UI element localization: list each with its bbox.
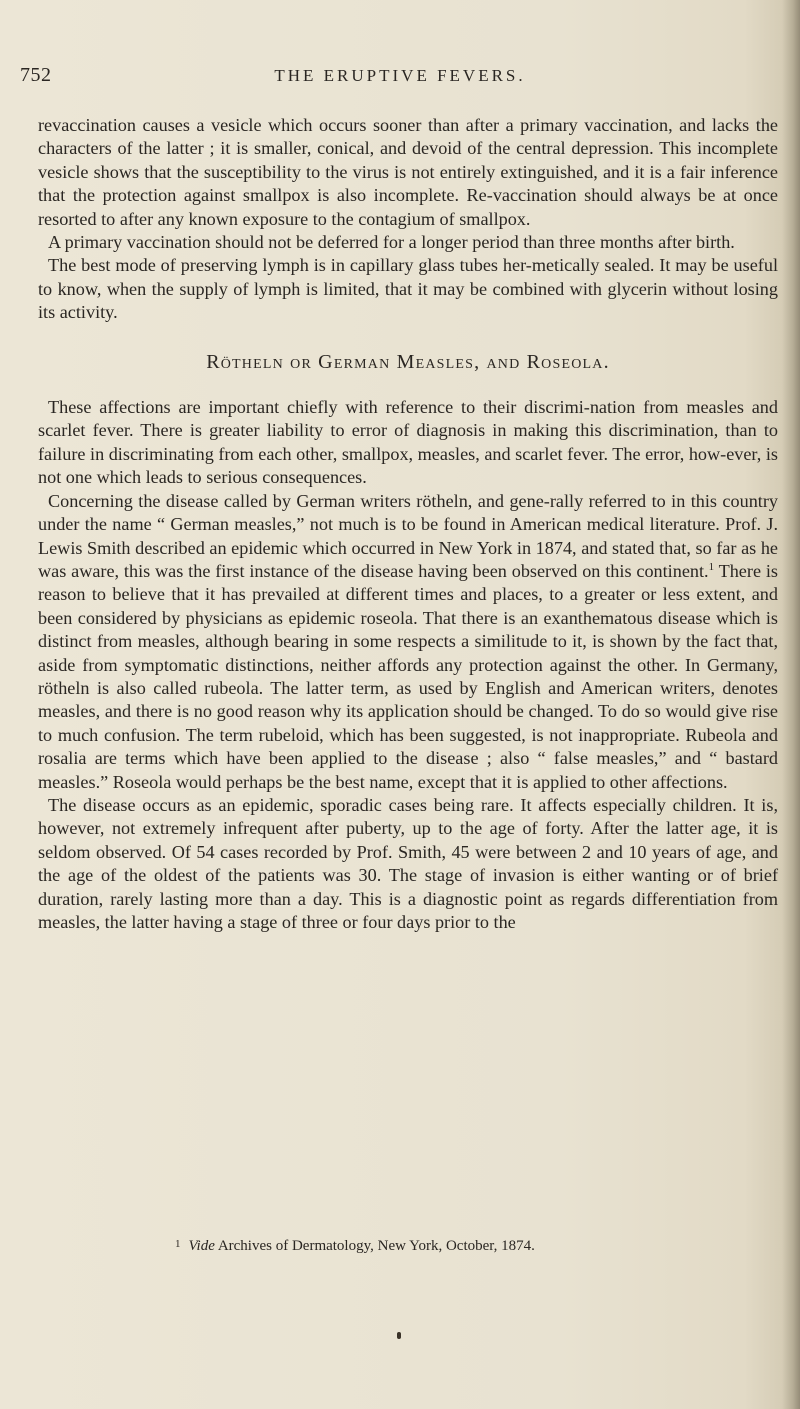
footnote [175, 1234, 775, 1256]
footnote-mark: 1 [175, 1238, 181, 1250]
body-text [38, 114, 778, 934]
page-number: 752 [20, 64, 52, 86]
running-head [0, 64, 800, 88]
footnote-reference: 1 [708, 560, 715, 573]
ink-smudge [397, 1332, 401, 1339]
paragraph-affections: These affections are important chiefly with reference to their discrimi-nation from measles and scarlet fever. There is greater liability to error of diagnosis in making this discrimination, than to failure in discriminating from each other, smallpox, measles, and scarlet fever. The error, how-ever, is not one which leads to serious consequences. [38, 397, 778, 488]
paragraph-rotheln-rest: There is reason to believe that it has prevailed at different times and places, to a greater or less extent, and been considered by physicians as epidemic roseola. That there is an exanthematous disease which is distinct from measles, although bearing in some respects a similitude to it, is shown by the fact that, aside from symptomatic distinctions, neither affords any protection against the other. In Germany, rötheln is also called rubeola. The latter term, as used by English and American writers, denotes measles, and there is no good reason why its application should be changed. To do so would give rise to much confusion. The term rubeloid, which has been suggested, is not inappropriate. Rubeola and rosalia are terms which have been applied to the disease ; also “ false measles,” and “ bastard measles.” Roseola would perhaps be the best name, except that it is applied to other affections. [38, 560, 778, 792]
running-title: THE ERUPTIVE FEVERS. [274, 66, 526, 85]
paragraph-revaccination: revaccination causes a vesicle which occurs sooner than after a primary vaccination, and lacks the characters of the latter ; it is smaller, conical, and devoid of the central depression. This incomplete vesicle shows that the susceptibility to the virus is not entirely extinguished, and it is a fair inference that the protection against smallpox is also incomplete. Re-vaccination should always be at once resorted to after any known exposure to the contagium of smallpox. [38, 115, 778, 229]
paragraph-rotheln-start: Concerning the disease called by German writers rötheln, and gene-rally referred to in this country under the name “ German measles,” not much is to be found in American medical literature. Prof. J. Lewis Smith described an epidemic which occurred in New York in 1874, and stated that, so far as he was aware, this was the first instance of the disease having been observed on this continent. [38, 490, 778, 581]
paragraph-epidemic: The disease occurs as an epidemic, sporadic cases being rare. It affects especially children. It is, however, not extremely infrequent after puberty, up to the age of forty. After the latter age, it is seldom observed. Of 54 cases recorded by Prof. Smith, 45 were between 2 and 10 years of age, and the age of the oldest of the patients was 30. The stage of invasion is either wanting or of brief duration, rarely lasting more than a day. This is a diagnostic point as regards differentiation from measles, the latter having a stage of three or four days prior to the [38, 794, 778, 932]
paragraph-rotheln [38, 490, 778, 794]
footnote-vide: Vide [188, 1238, 215, 1254]
section-heading: Rötheln or German Measles, and Roseola. [206, 350, 610, 373]
binding-shadow [782, 0, 800, 1409]
footnote-text: Archives of Dermatology, New York, October, 1874. [217, 1238, 535, 1254]
paragraph-lymph: The best mode of preserving lymph is in capillary glass tubes her-metically sealed. It may be useful to know, when the supply of lymph is limited, that it may be combined with glycerin without losing its activity. [38, 255, 778, 323]
paragraph-primary-vaccination: A primary vaccination should not be deferred for a longer period than three months after birth. [48, 232, 735, 253]
